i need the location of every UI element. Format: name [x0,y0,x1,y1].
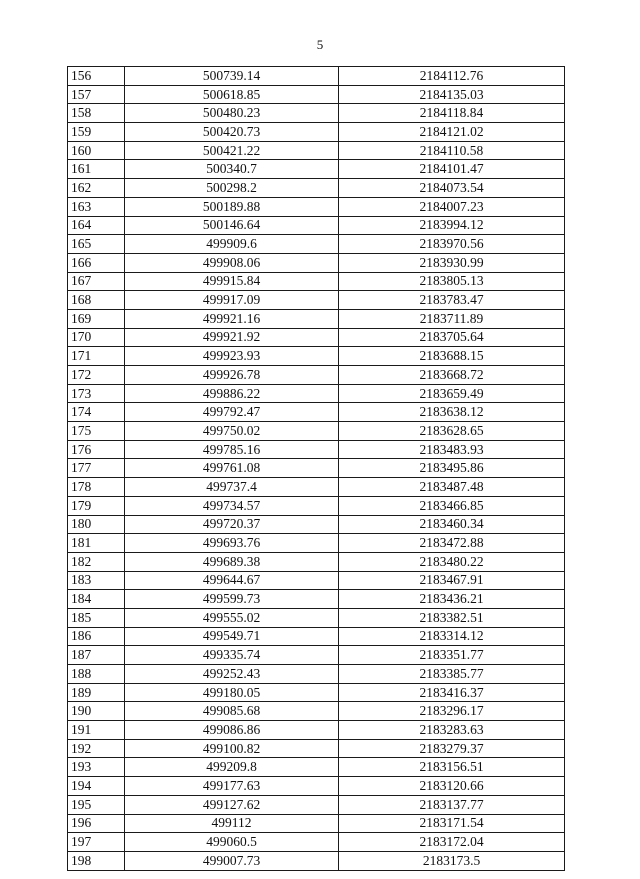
point-number-cell: 167 [68,272,125,291]
point-number-cell: 164 [68,216,125,235]
point-number-cell: 175 [68,422,125,441]
y-coordinate-cell: 2183480.22 [339,552,565,571]
x-coordinate-cell: 499908.06 [125,253,339,272]
y-coordinate-cell: 2183668.72 [339,366,565,385]
point-number-cell: 171 [68,347,125,366]
x-coordinate-cell: 499100.82 [125,739,339,758]
x-coordinate-cell: 499007.73 [125,851,339,870]
table-row [68,328,565,347]
table-row [68,515,565,534]
x-coordinate-cell: 499085.68 [125,702,339,721]
point-number-cell: 174 [68,403,125,422]
point-number-cell: 168 [68,291,125,310]
y-coordinate-cell: 2183483.93 [339,440,565,459]
point-number-cell: 166 [68,253,125,272]
x-coordinate-cell: 499720.37 [125,515,339,534]
table-row [68,347,565,366]
y-coordinate-cell: 2183970.56 [339,235,565,254]
x-coordinate-cell: 499555.02 [125,608,339,627]
table-row [68,309,565,328]
coordinate-table-body [68,67,565,871]
y-coordinate-cell: 2183382.51 [339,608,565,627]
x-coordinate-cell: 500420.73 [125,123,339,142]
y-coordinate-cell: 2183628.65 [339,422,565,441]
x-coordinate-cell: 500618.85 [125,85,339,104]
table-row [68,141,565,160]
y-coordinate-cell: 2183994.12 [339,216,565,235]
table-row [68,552,565,571]
point-number-cell: 183 [68,571,125,590]
point-number-cell: 158 [68,104,125,123]
point-number-cell: 195 [68,795,125,814]
table-row [68,851,565,870]
x-coordinate-cell: 499689.38 [125,552,339,571]
point-number-cell: 197 [68,833,125,852]
y-coordinate-cell: 2184112.76 [339,67,565,86]
table-row [68,608,565,627]
x-coordinate-cell: 499921.16 [125,309,339,328]
point-number-cell: 185 [68,608,125,627]
point-number-cell: 165 [68,235,125,254]
point-number-cell: 193 [68,758,125,777]
table-row [68,627,565,646]
point-number-cell: 156 [68,67,125,86]
y-coordinate-cell: 2183711.89 [339,309,565,328]
y-coordinate-cell: 2184121.02 [339,123,565,142]
table-row [68,646,565,665]
x-coordinate-cell: 499086.86 [125,721,339,740]
point-number-cell: 173 [68,384,125,403]
y-coordinate-cell: 2183416.37 [339,683,565,702]
table-row [68,179,565,198]
table-row [68,216,565,235]
x-coordinate-cell: 499252.43 [125,665,339,684]
table-row [68,590,565,609]
point-number-cell: 194 [68,777,125,796]
table-row [68,123,565,142]
y-coordinate-cell: 2183930.99 [339,253,565,272]
x-coordinate-cell: 499599.73 [125,590,339,609]
y-coordinate-cell: 2183173.5 [339,851,565,870]
table-row [68,534,565,553]
page-number: 5 [316,37,324,52]
table-row [68,814,565,833]
table-row [68,739,565,758]
x-coordinate-cell: 499127.62 [125,795,339,814]
y-coordinate-cell: 2184118.84 [339,104,565,123]
point-number-cell: 170 [68,328,125,347]
x-coordinate-cell: 499923.93 [125,347,339,366]
point-number-cell: 186 [68,627,125,646]
y-coordinate-cell: 2183466.85 [339,496,565,515]
y-coordinate-cell: 2183460.34 [339,515,565,534]
y-coordinate-cell: 2183472.88 [339,534,565,553]
table-row [68,721,565,740]
point-number-cell: 180 [68,515,125,534]
table-row [68,758,565,777]
point-number-cell: 176 [68,440,125,459]
y-coordinate-cell: 2184073.54 [339,179,565,198]
table-row [68,702,565,721]
point-number-cell: 188 [68,665,125,684]
table-row [68,160,565,179]
x-coordinate-cell: 499112 [125,814,339,833]
y-coordinate-cell: 2183638.12 [339,403,565,422]
x-coordinate-cell: 499792.47 [125,403,339,422]
point-number-cell: 161 [68,160,125,179]
x-coordinate-cell: 499209.8 [125,758,339,777]
y-coordinate-cell: 2183279.37 [339,739,565,758]
y-coordinate-cell: 2184135.03 [339,85,565,104]
table-row [68,440,565,459]
y-coordinate-cell: 2183436.21 [339,590,565,609]
point-number-cell: 189 [68,683,125,702]
table-row [68,366,565,385]
x-coordinate-cell: 499761.08 [125,459,339,478]
table-row [68,833,565,852]
y-coordinate-cell: 2183283.63 [339,721,565,740]
point-number-cell: 163 [68,197,125,216]
table-row [68,478,565,497]
y-coordinate-cell: 2183351.77 [339,646,565,665]
x-coordinate-cell: 500421.22 [125,141,339,160]
point-number-cell: 162 [68,179,125,198]
point-number-cell: 160 [68,141,125,160]
y-coordinate-cell: 2183487.48 [339,478,565,497]
x-coordinate-cell: 499921.92 [125,328,339,347]
x-coordinate-cell: 499693.76 [125,534,339,553]
table-row [68,795,565,814]
table-row [68,683,565,702]
y-coordinate-cell: 2183385.77 [339,665,565,684]
x-coordinate-cell: 500189.88 [125,197,339,216]
y-coordinate-cell: 2183156.51 [339,758,565,777]
x-coordinate-cell: 499549.71 [125,627,339,646]
point-number-cell: 169 [68,309,125,328]
table-row [68,85,565,104]
table-row [68,571,565,590]
y-coordinate-cell: 2183467.91 [339,571,565,590]
x-coordinate-cell: 499917.09 [125,291,339,310]
y-coordinate-cell: 2183495.86 [339,459,565,478]
coordinate-table [67,66,565,871]
table-row [68,777,565,796]
y-coordinate-cell: 2183705.64 [339,328,565,347]
point-number-cell: 191 [68,721,125,740]
point-number-cell: 172 [68,366,125,385]
point-number-cell: 198 [68,851,125,870]
point-number-cell: 178 [68,478,125,497]
x-coordinate-cell: 500739.14 [125,67,339,86]
x-coordinate-cell: 499750.02 [125,422,339,441]
x-coordinate-cell: 499926.78 [125,366,339,385]
point-number-cell: 192 [68,739,125,758]
y-coordinate-cell: 2183314.12 [339,627,565,646]
y-coordinate-cell: 2183783.47 [339,291,565,310]
point-number-cell: 177 [68,459,125,478]
point-number-cell: 190 [68,702,125,721]
x-coordinate-cell: 500298.2 [125,179,339,198]
table-row [68,384,565,403]
point-number-cell: 184 [68,590,125,609]
x-coordinate-cell: 499915.84 [125,272,339,291]
table-row [68,104,565,123]
point-number-cell: 181 [68,534,125,553]
table-row [68,235,565,254]
x-coordinate-cell: 499734.57 [125,496,339,515]
x-coordinate-cell: 499180.05 [125,683,339,702]
y-coordinate-cell: 2183171.54 [339,814,565,833]
y-coordinate-cell: 2184110.58 [339,141,565,160]
x-coordinate-cell: 500480.23 [125,104,339,123]
y-coordinate-cell: 2183172.04 [339,833,565,852]
x-coordinate-cell: 500146.64 [125,216,339,235]
table-row [68,403,565,422]
y-coordinate-cell: 2183296.17 [339,702,565,721]
x-coordinate-cell: 499785.16 [125,440,339,459]
y-coordinate-cell: 2183805.13 [339,272,565,291]
x-coordinate-cell: 499644.67 [125,571,339,590]
x-coordinate-cell: 499060.5 [125,833,339,852]
x-coordinate-cell: 499886.22 [125,384,339,403]
y-coordinate-cell: 2183137.77 [339,795,565,814]
point-number-cell: 196 [68,814,125,833]
table-row [68,67,565,86]
y-coordinate-cell: 2183120.66 [339,777,565,796]
point-number-cell: 182 [68,552,125,571]
x-coordinate-cell: 499909.6 [125,235,339,254]
y-coordinate-cell: 2184101.47 [339,160,565,179]
point-number-cell: 187 [68,646,125,665]
table-row [68,272,565,291]
table-row [68,197,565,216]
point-number-cell: 157 [68,85,125,104]
table-row [68,665,565,684]
y-coordinate-cell: 2183659.49 [339,384,565,403]
x-coordinate-cell: 499737.4 [125,478,339,497]
table-row [68,422,565,441]
x-coordinate-cell: 499335.74 [125,646,339,665]
table-row [68,459,565,478]
table-row [68,291,565,310]
point-number-cell: 159 [68,123,125,142]
y-coordinate-cell: 2183688.15 [339,347,565,366]
point-number-cell: 179 [68,496,125,515]
table-row [68,496,565,515]
x-coordinate-cell: 500340.7 [125,160,339,179]
x-coordinate-cell: 499177.63 [125,777,339,796]
y-coordinate-cell: 2184007.23 [339,197,565,216]
table-row [68,253,565,272]
